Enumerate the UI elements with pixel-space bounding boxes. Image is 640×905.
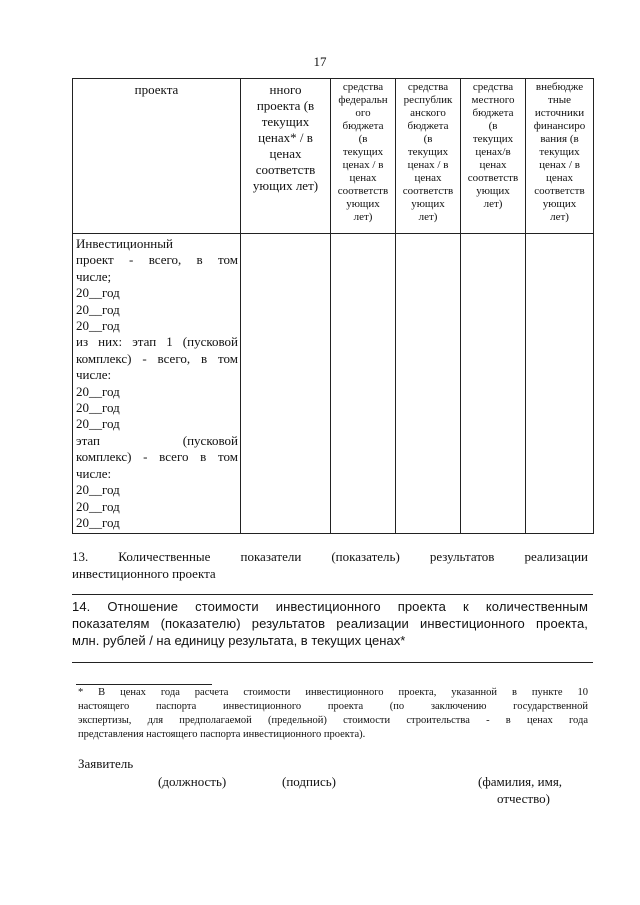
section-13-line: 13. Количественные показатели (показатель) результатов реализации — [72, 549, 588, 564]
header-cell-local — [461, 79, 526, 234]
footnote-rule — [76, 684, 212, 685]
body-line: этап (пусковой — [76, 432, 238, 448]
body-cell-local — [461, 234, 526, 534]
section-14 — [72, 598, 588, 649]
section-13-line: инвестиционного проекта — [72, 566, 216, 581]
header-cell-project — [73, 79, 241, 234]
header-republic-label: средства республик анского бюджета (в текущих ценах / в ценах соответств ующих лет) — [402, 81, 454, 223]
body-line: 20__год — [76, 514, 120, 530]
table-body-row — [73, 234, 594, 534]
body-line: Инвестиционный — [76, 236, 173, 251]
body-line: 20__год — [76, 383, 120, 399]
header-project-label: проекта — [134, 82, 179, 97]
section-divider — [72, 662, 593, 663]
section-13 — [72, 548, 588, 582]
body-line: 20__год — [76, 318, 120, 334]
section-14-line: 14. Отношение стоимости инвестиционного проекта к количественным — [72, 599, 588, 614]
section-14-line: показателям (показателю) результатов реализации инвестиционного проекта, — [72, 616, 588, 631]
body-cell-republic — [396, 234, 461, 534]
header-extrabudget-label: внебюдже тные источники финансиро вания (в текущих ценах / в ценах соответств ующих лет) — [533, 81, 586, 223]
body-cell-federal — [331, 234, 396, 534]
section-divider — [72, 594, 593, 595]
header-cell-extrabudget — [526, 79, 594, 234]
body-cell-cost — [241, 234, 331, 534]
footnote-line: представления настоящего паспорта инвестиционного проекта). — [78, 729, 366, 740]
body-line: 20__год — [76, 482, 120, 498]
body-line: 20__год — [76, 301, 120, 317]
position-caption: (должность) — [158, 774, 227, 789]
body-line: проект - всего, в том — [76, 252, 238, 268]
header-cost-label: нного проекта (в текущих ценах* / в ценах соответств ующих лет) — [252, 82, 319, 193]
header-cell-republic — [396, 79, 461, 234]
body-line: числе; — [76, 268, 112, 284]
body-line: числе: — [76, 465, 112, 481]
body-line: 20__год — [76, 400, 120, 416]
body-line: 20__год — [76, 498, 120, 514]
body-line: комплекс) - всего в том — [76, 449, 238, 465]
body-line: 20__год — [76, 285, 120, 301]
investment-table — [72, 78, 594, 534]
signature-caption: (подпись) — [282, 774, 336, 789]
body-line: комплекс) - всего, в том — [76, 350, 238, 366]
footnote-line: настоящего паспорта инвестиционного проекта (по заключению государственной — [78, 701, 588, 712]
footnote-line: экспертизы, для предполагаемой (предельной) стоимости строительства - в ценах года — [78, 715, 588, 726]
body-line: 20__год — [76, 416, 120, 432]
fullname-caption-cont: отчество) — [497, 791, 550, 806]
footnote-line: * В ценах года расчета стоимости инвестиционного проекта, указанной в пункте 10 — [78, 687, 588, 698]
body-lines — [73, 234, 240, 531]
applicant-label: Заявитель — [78, 756, 134, 771]
table-header-row — [73, 79, 594, 234]
header-cell-federal — [331, 79, 396, 234]
body-line: числе: — [76, 367, 112, 383]
fullname-caption: (фамилия, имя, — [478, 774, 563, 789]
body-cell-extrabudget — [526, 234, 594, 534]
footnote — [78, 686, 588, 742]
body-line: из них: этап 1 (пусковой — [76, 334, 238, 350]
page-number: 17 — [313, 54, 327, 69]
header-cell-cost — [241, 79, 331, 234]
header-federal-label: средства федеральн ого бюджета (в текущих ценах / в ценах соответств ующих лет) — [337, 81, 389, 223]
section-14-line: млн. рублей / на единицу результата, в текущих ценах* — [72, 633, 406, 648]
body-cell-description — [73, 234, 241, 534]
header-local-label: средства местного бюджета (в текущих ценах/в ценах соответств ующих лет) — [467, 81, 519, 210]
